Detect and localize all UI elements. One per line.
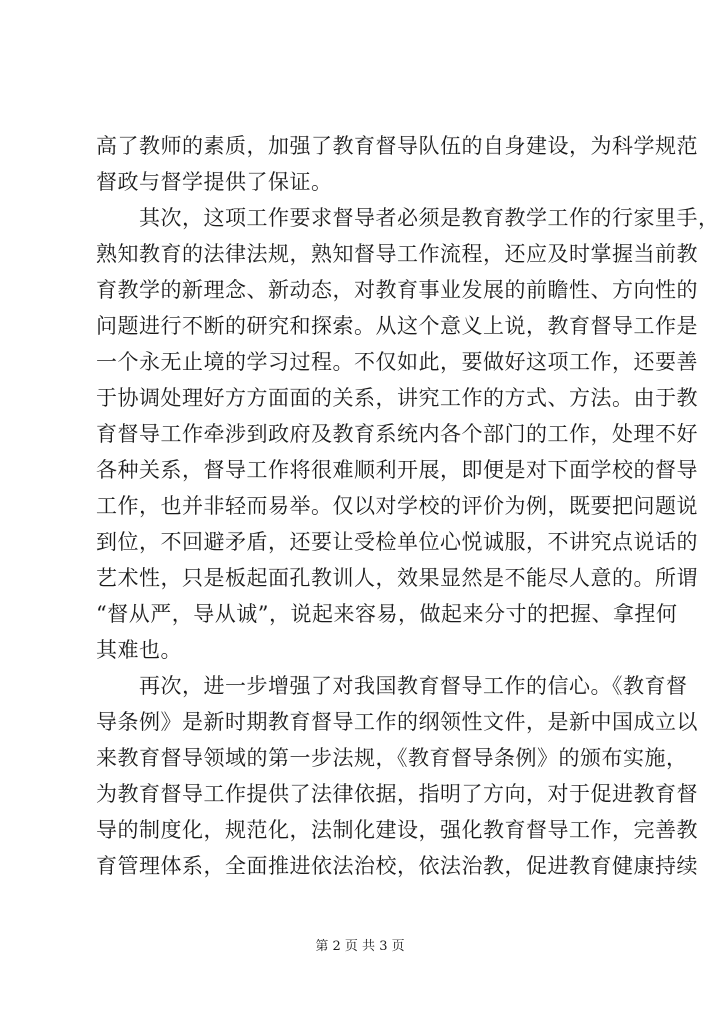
text-line: 到位，不回避矛盾，还要让受检单位心悦诚服，不讲究点说话的 — [96, 530, 698, 554]
text-line: 高了教师的素质，加强了教育督导队伍的自身建设，为科学规范 — [96, 134, 698, 158]
text-line: “督从严，导从诚”，说起来容易，做起来分寸的把握、拿捏何 — [96, 602, 678, 626]
text-line: 于协调处理好方方面面的关系，讲究工作的方式、方法。由于教 — [96, 386, 698, 410]
text-line: 其次，这项工作要求督导者必须是教育教学工作的行家里手， — [96, 206, 720, 230]
text-line: 各种关系，督导工作将很难顺利开展，即便是对下面学校的督导 — [96, 458, 698, 482]
text-line: 工作，也并非轻而易举。仅以对学校的评价为例，既要把问题说 — [96, 494, 698, 518]
text-line: 育教学的新理念、新动态，对教育事业发展的前瞻性、方向性的 — [96, 278, 698, 302]
text-line: 导条例》是新时期教育督导工作的纲领性文件，是新中国成立以 — [96, 710, 698, 734]
text-line: 为教育督导工作提供了法律依据，指明了方向，对于促进教育督 — [96, 782, 698, 806]
text-line: 督政与督学提供了保证。 — [96, 170, 333, 194]
text-line: 导的制度化，规范化，法制化建设，强化教育督导工作，完善教 — [96, 818, 698, 842]
text-line: 育督导工作牵涉到政府及教育系统内各个部门的工作，处理不好 — [96, 422, 698, 446]
page-number-footer: 第 2 页 共 3 页 — [315, 939, 405, 954]
text-line: 一个永无止境的学习过程。不仅如此，要做好这项工作，还要善 — [96, 350, 698, 374]
text-line: 艺术性，只是板起面孔教训人，效果显然是不能尽人意的。所谓 — [96, 566, 698, 590]
text-line: 来教育督导领域的第一步法规，《教育督导条例》的颁布实施， — [96, 746, 688, 770]
body-text — [96, 128, 720, 884]
text-line: 育管理体系，全面推进依法治校，依法治教，促进教育健康持续 — [96, 854, 698, 878]
text-line: 再次，进一步增强了对我国教育督导工作的信心。《教育督 — [96, 674, 688, 698]
text-line: 熟知教育的法律法规，熟知督导工作流程，还应及时掌握当前教 — [96, 242, 698, 266]
text-line: 问题进行不断的研究和探索。从这个意义上说，教育督导工作是 — [96, 314, 698, 338]
text-line: 其难也。 — [96, 638, 182, 662]
